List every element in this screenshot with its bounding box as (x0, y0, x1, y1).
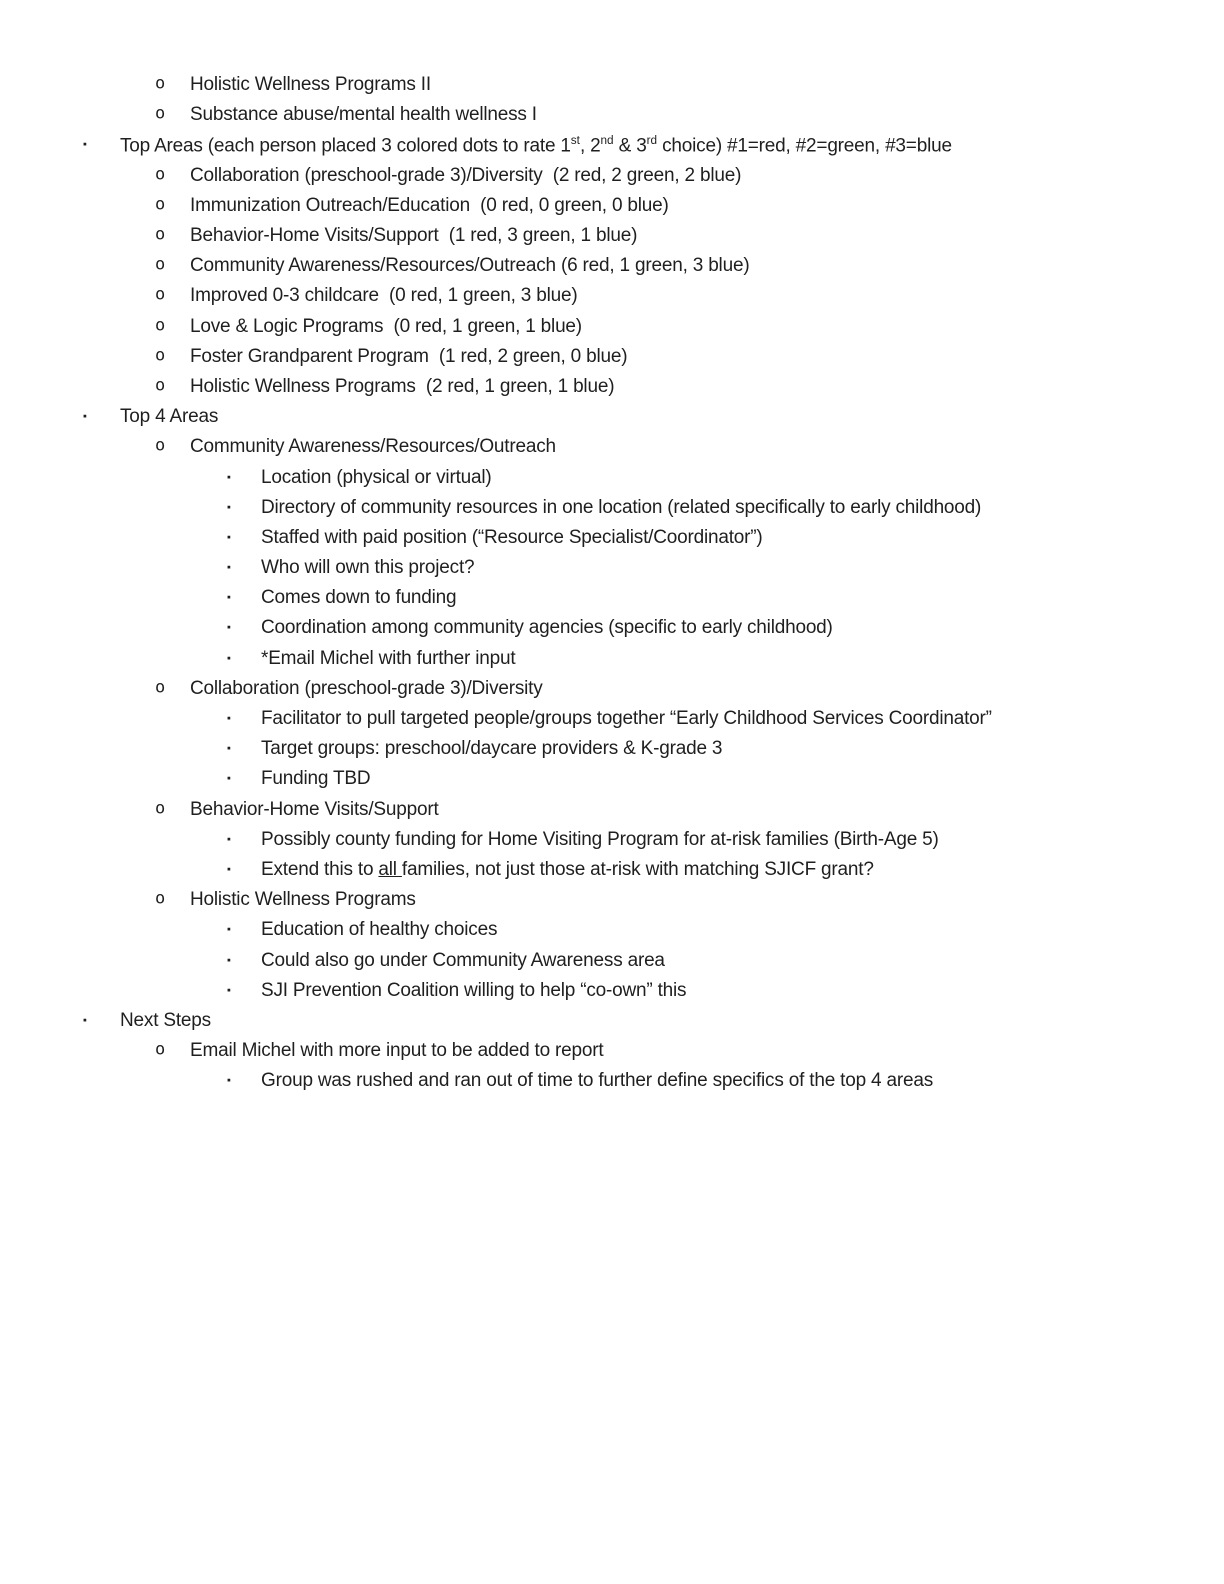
list-item-text: Staffed with paid position (“Resource Specialist/Coordinator”) (261, 526, 763, 548)
list-item (0, 1036, 1224, 1066)
list-item (0, 885, 1224, 915)
list-item (0, 342, 1224, 372)
list-item (0, 553, 1224, 583)
list-item-text: Holistic Wellness Programs II (190, 74, 431, 96)
list-item-text: Community Awareness/Resources/Outreach (190, 436, 556, 458)
document-list (0, 70, 1224, 1096)
list-item (0, 1066, 1224, 1096)
list-item (0, 70, 1224, 100)
list-item-text: Top 4 Areas (120, 406, 219, 428)
circle-bullet-icon: o (155, 345, 166, 366)
list-item (0, 281, 1224, 311)
circle-bullet-icon: o (155, 73, 166, 94)
square-bullet-icon: ▪ (227, 471, 231, 484)
list-item (0, 674, 1224, 704)
square-bullet-icon: ▪ (227, 621, 231, 634)
list-item (0, 945, 1224, 975)
list-item-text: Possibly county funding for Home Visiting Program for at-risk families (Birth-Age 5) (261, 828, 939, 850)
list-item (0, 915, 1224, 945)
square-bullet-icon: ▪ (227, 984, 231, 997)
list-item-text: Improved 0-3 childcare (0 red, 1 green, 3 blue) (190, 285, 578, 307)
list-item-text: Education of healthy choices (261, 919, 498, 941)
list-item (0, 372, 1224, 402)
circle-bullet-icon: o (155, 194, 166, 215)
list-item (0, 704, 1224, 734)
circle-bullet-icon: o (155, 375, 166, 396)
square-bullet-icon: ▪ (83, 138, 87, 151)
list-item (0, 644, 1224, 674)
list-item (0, 130, 1224, 160)
list-item-text: Top Areas (each person placed 3 colored dots to rate 1st, 2nd & 3rd choice) #1=red, #2=green, #3=blue (120, 133, 952, 157)
list-item-text: Directory of community resources in one location (related specifically to early childhood) (261, 496, 982, 518)
list-item-text: Holistic Wellness Programs (190, 889, 416, 911)
list-item-text: *Email Michel with further input (261, 647, 516, 669)
list-item-text: Group was rushed and ran out of time to further define specifics of the top 4 areas (261, 1070, 934, 1092)
circle-bullet-icon: o (155, 164, 166, 185)
list-item-text: Location (physical or virtual) (261, 466, 492, 488)
list-item (0, 221, 1224, 251)
list-item (0, 583, 1224, 613)
list-item-text: Extend this to all families, not just those at-risk with matching SJICF grant? (261, 858, 874, 880)
square-bullet-icon: ▪ (83, 1014, 87, 1027)
list-item (0, 251, 1224, 281)
list-item-text: Substance abuse/mental health wellness I (190, 104, 537, 126)
square-bullet-icon: ▪ (227, 561, 231, 574)
circle-bullet-icon: o (155, 798, 166, 819)
list-item-text: Target groups: preschool/daycare providers & K-grade 3 (261, 738, 723, 760)
square-bullet-icon: ▪ (83, 410, 87, 423)
list-item-text: Behavior-Home Visits/Support (190, 798, 439, 820)
circle-bullet-icon: o (155, 677, 166, 698)
list-item-text: Love & Logic Programs (0 red, 1 green, 1 blue) (190, 315, 582, 337)
list-item (0, 161, 1224, 191)
list-item (0, 855, 1224, 885)
circle-bullet-icon: o (155, 888, 166, 909)
circle-bullet-icon: o (155, 284, 166, 305)
list-item-text: Next Steps (120, 1009, 211, 1031)
list-item-text: Behavior-Home Visits/Support (1 red, 3 green, 1 blue) (190, 225, 638, 247)
list-item (0, 523, 1224, 553)
list-item-text: Foster Grandparent Program (1 red, 2 green, 0 blue) (190, 345, 628, 367)
list-item (0, 312, 1224, 342)
square-bullet-icon: ▪ (227, 1074, 231, 1087)
list-item (0, 825, 1224, 855)
list-item (0, 764, 1224, 794)
list-item (0, 402, 1224, 432)
list-item (0, 1006, 1224, 1036)
square-bullet-icon: ▪ (227, 863, 231, 876)
square-bullet-icon: ▪ (227, 591, 231, 604)
square-bullet-icon: ▪ (227, 772, 231, 785)
circle-bullet-icon: o (155, 315, 166, 336)
list-item-text: Collaboration (preschool-grade 3)/Diversity (190, 677, 543, 699)
list-item (0, 100, 1224, 130)
list-item (0, 191, 1224, 221)
circle-bullet-icon: o (155, 224, 166, 245)
list-item-text: Coordination among community agencies (specific to early childhood) (261, 617, 833, 639)
list-item (0, 795, 1224, 825)
circle-bullet-icon: o (155, 435, 166, 456)
list-item-text: Who will own this project? (261, 557, 475, 579)
list-item-text: Immunization Outreach/Education (0 red, 0 green, 0 blue) (190, 194, 669, 216)
square-bullet-icon: ▪ (227, 501, 231, 514)
list-item-text: Email Michel with more input to be added to report (190, 1040, 604, 1062)
list-item-text: Could also go under Community Awareness area (261, 949, 665, 971)
list-item (0, 976, 1224, 1006)
square-bullet-icon: ▪ (227, 531, 231, 544)
list-item (0, 734, 1224, 764)
circle-bullet-icon: o (155, 1039, 166, 1060)
list-item-text: Facilitator to pull targeted people/groups together “Early Childhood Services Coordinator” (261, 708, 992, 730)
circle-bullet-icon: o (155, 103, 166, 124)
list-item (0, 432, 1224, 462)
list-item (0, 493, 1224, 523)
list-item-text: Community Awareness/Resources/Outreach (6 red, 1 green, 3 blue) (190, 255, 750, 277)
square-bullet-icon: ▪ (227, 652, 231, 665)
list-item-text: Collaboration (preschool-grade 3)/Diversity (2 red, 2 green, 2 blue) (190, 164, 742, 186)
list-item (0, 462, 1224, 492)
list-item (0, 613, 1224, 643)
list-item-text: Funding TBD (261, 768, 371, 790)
square-bullet-icon: ▪ (227, 742, 231, 755)
square-bullet-icon: ▪ (227, 923, 231, 936)
square-bullet-icon: ▪ (227, 954, 231, 967)
circle-bullet-icon: o (155, 254, 166, 275)
list-item-text: Holistic Wellness Programs (2 red, 1 green, 1 blue) (190, 375, 615, 397)
list-item-text: SJI Prevention Coalition willing to help “co-own” this (261, 979, 687, 1001)
square-bullet-icon: ▪ (227, 712, 231, 725)
square-bullet-icon: ▪ (227, 833, 231, 846)
list-item-text: Comes down to funding (261, 587, 457, 609)
